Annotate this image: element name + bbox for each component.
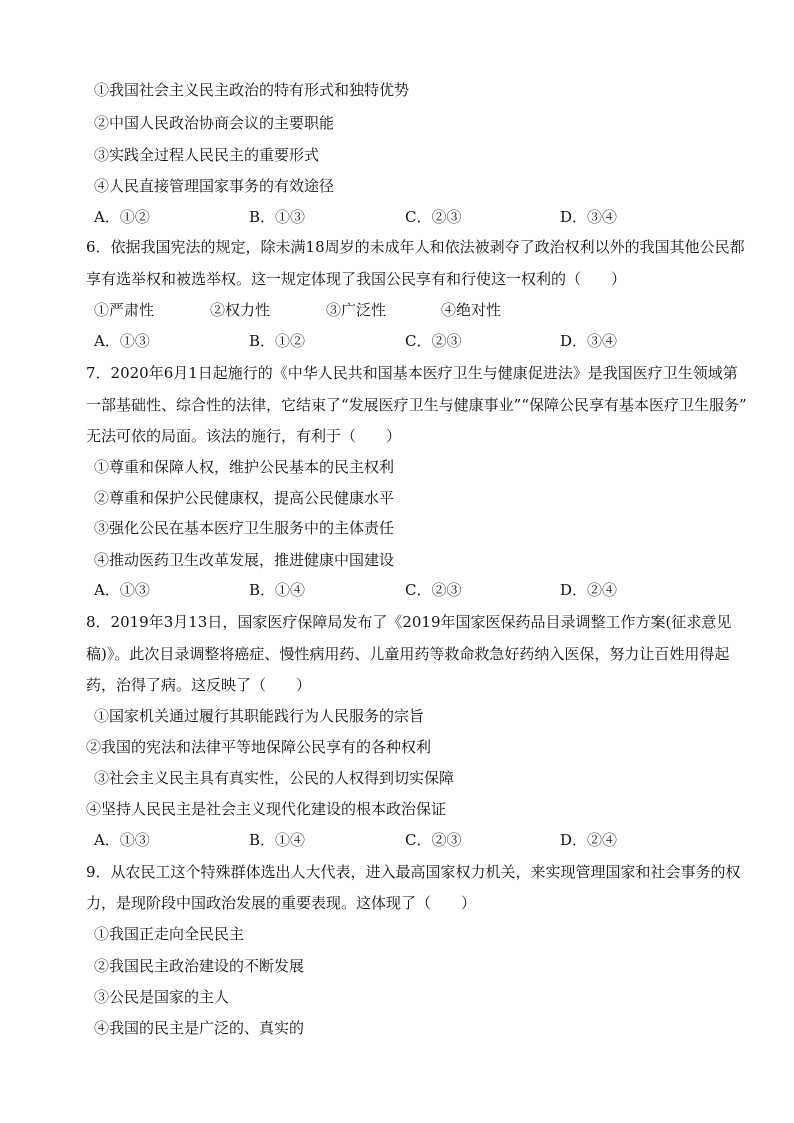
q7-choice-b: B．①④ xyxy=(249,581,306,599)
prev-option-3: ③实践全过程人民民主的重要形式 xyxy=(94,146,320,164)
q8-option-1: ①国家机关通过履行其职能践行为人民服务的宗旨 xyxy=(94,707,425,725)
q7-stem-line-2: 一部基础性、综合性的法律，它结束了“发展医疗卫生与健康事业”“保障公民享有基本医疗卫生服务” xyxy=(86,396,747,414)
q7-choice-d: D．②④ xyxy=(560,581,618,599)
q6-option-4: ④绝对性 xyxy=(441,301,502,319)
q8-stem-line-3: 药，治得了病。这反映了（ ） xyxy=(86,676,312,694)
prev-choice-c: C．②③ xyxy=(405,208,462,226)
q7-option-3: ③强化公民在基本医疗卫生服务中的主体责任 xyxy=(94,519,395,537)
q7-choices xyxy=(94,580,714,600)
q8-option-4: ④坚持人民民主是社会主义现代化建设的根本政治保证 xyxy=(86,800,447,818)
prev-option-2: ②中国人民政治协商会议的主要职能 xyxy=(94,114,335,132)
q8-stem-line-2: 稿)》。此次目录调整将癌症、慢性病用药、儿童用药等救命救急好药纳入医保，努力让百姓用得起 xyxy=(86,645,730,663)
q6-stem-line-1: 6．依据我国宪法的规定，除未满18周岁的未成年人和依法被剥夺了政治权利以外的我国其他公民都 xyxy=(86,238,745,256)
q8-option-2: ②我国的宪法和法律平等地保障公民享有的各种权利 xyxy=(86,738,432,756)
prev-choice-d: D．③④ xyxy=(560,208,618,226)
q6-choice-d: D．③④ xyxy=(560,332,618,350)
q6-choice-b: B．①② xyxy=(249,332,306,350)
q6-stem-line-2: 享有选举权和被选举权。这一规定体现了我国公民享有和行使这一权利的（ ） xyxy=(86,270,627,288)
q8-option-3: ③社会主义民主具有真实性，公民的人权得到切实保障 xyxy=(94,769,455,787)
q9-option-2: ②我国民主政治建设的不断发展 xyxy=(94,957,305,975)
q8-stem-line-1: 8．2019年3月13日，国家医疗保障局发布了《2019年国家医保药品目录调整工作方案(征求意见 xyxy=(86,613,732,631)
q7-option-1: ①尊重和保障人权，维护公民基本的民主权利 xyxy=(94,458,395,476)
q9-option-3: ③公民是国家的主人 xyxy=(94,988,230,1006)
q7-stem-line-1: 7．2020年6月1日起施行的《中华人民共和国基本医疗卫生与健康促进法》是我国医疗卫生领域第 xyxy=(86,364,738,382)
q7-stem-line-3: 无法可依的局面。该法的施行，有利于（ ） xyxy=(86,427,402,445)
q7-choice-a: A．①③ xyxy=(94,581,150,599)
q9-option-1: ①我国正走向全民民主 xyxy=(94,925,245,943)
q6-option-2: ②权力性 xyxy=(210,301,271,319)
prev-option-4: ④人民直接管理国家事务的有效途径 xyxy=(94,177,335,195)
q8-choice-b: B．①④ xyxy=(249,831,306,849)
q8-choices xyxy=(94,830,714,850)
prev-choice-a: A．①② xyxy=(94,208,150,226)
q8-choice-c: C．②③ xyxy=(405,831,462,849)
q6-option-1: ①严肃性 xyxy=(94,301,155,319)
q6-option-3: ③广泛性 xyxy=(326,301,387,319)
q6-options xyxy=(94,300,714,320)
prev-option-1: ①我国社会主义民主政治的特有形式和独特优势 xyxy=(94,81,410,99)
q7-option-4: ④推动医药卫生改革发展，推进健康中国建设 xyxy=(94,551,395,569)
q9-stem-line-1: 9．从农民工这个特殊群体选出人大代表，进入最高国家权力机关，来实现管理国家和社会事务的权 xyxy=(86,863,741,881)
q7-choice-c: C．②③ xyxy=(405,581,462,599)
prev-choice-b: B．①③ xyxy=(249,208,306,226)
q9-option-4: ④我国的民主是广泛的、真实的 xyxy=(94,1019,305,1037)
q6-choice-c: C．②③ xyxy=(405,332,462,350)
prev-choices xyxy=(94,207,714,227)
q8-choice-a: A．①③ xyxy=(94,831,150,849)
q9-stem-line-2: 力，是现阶段中国政治发展的重要表现。这体现了（ ） xyxy=(86,894,477,912)
q7-option-2: ②尊重和保护公民健康权，提高公民健康水平 xyxy=(94,489,395,507)
q8-choice-d: D．②④ xyxy=(560,831,618,849)
q6-choice-a: A．①③ xyxy=(94,332,150,350)
q6-choices xyxy=(94,331,714,351)
